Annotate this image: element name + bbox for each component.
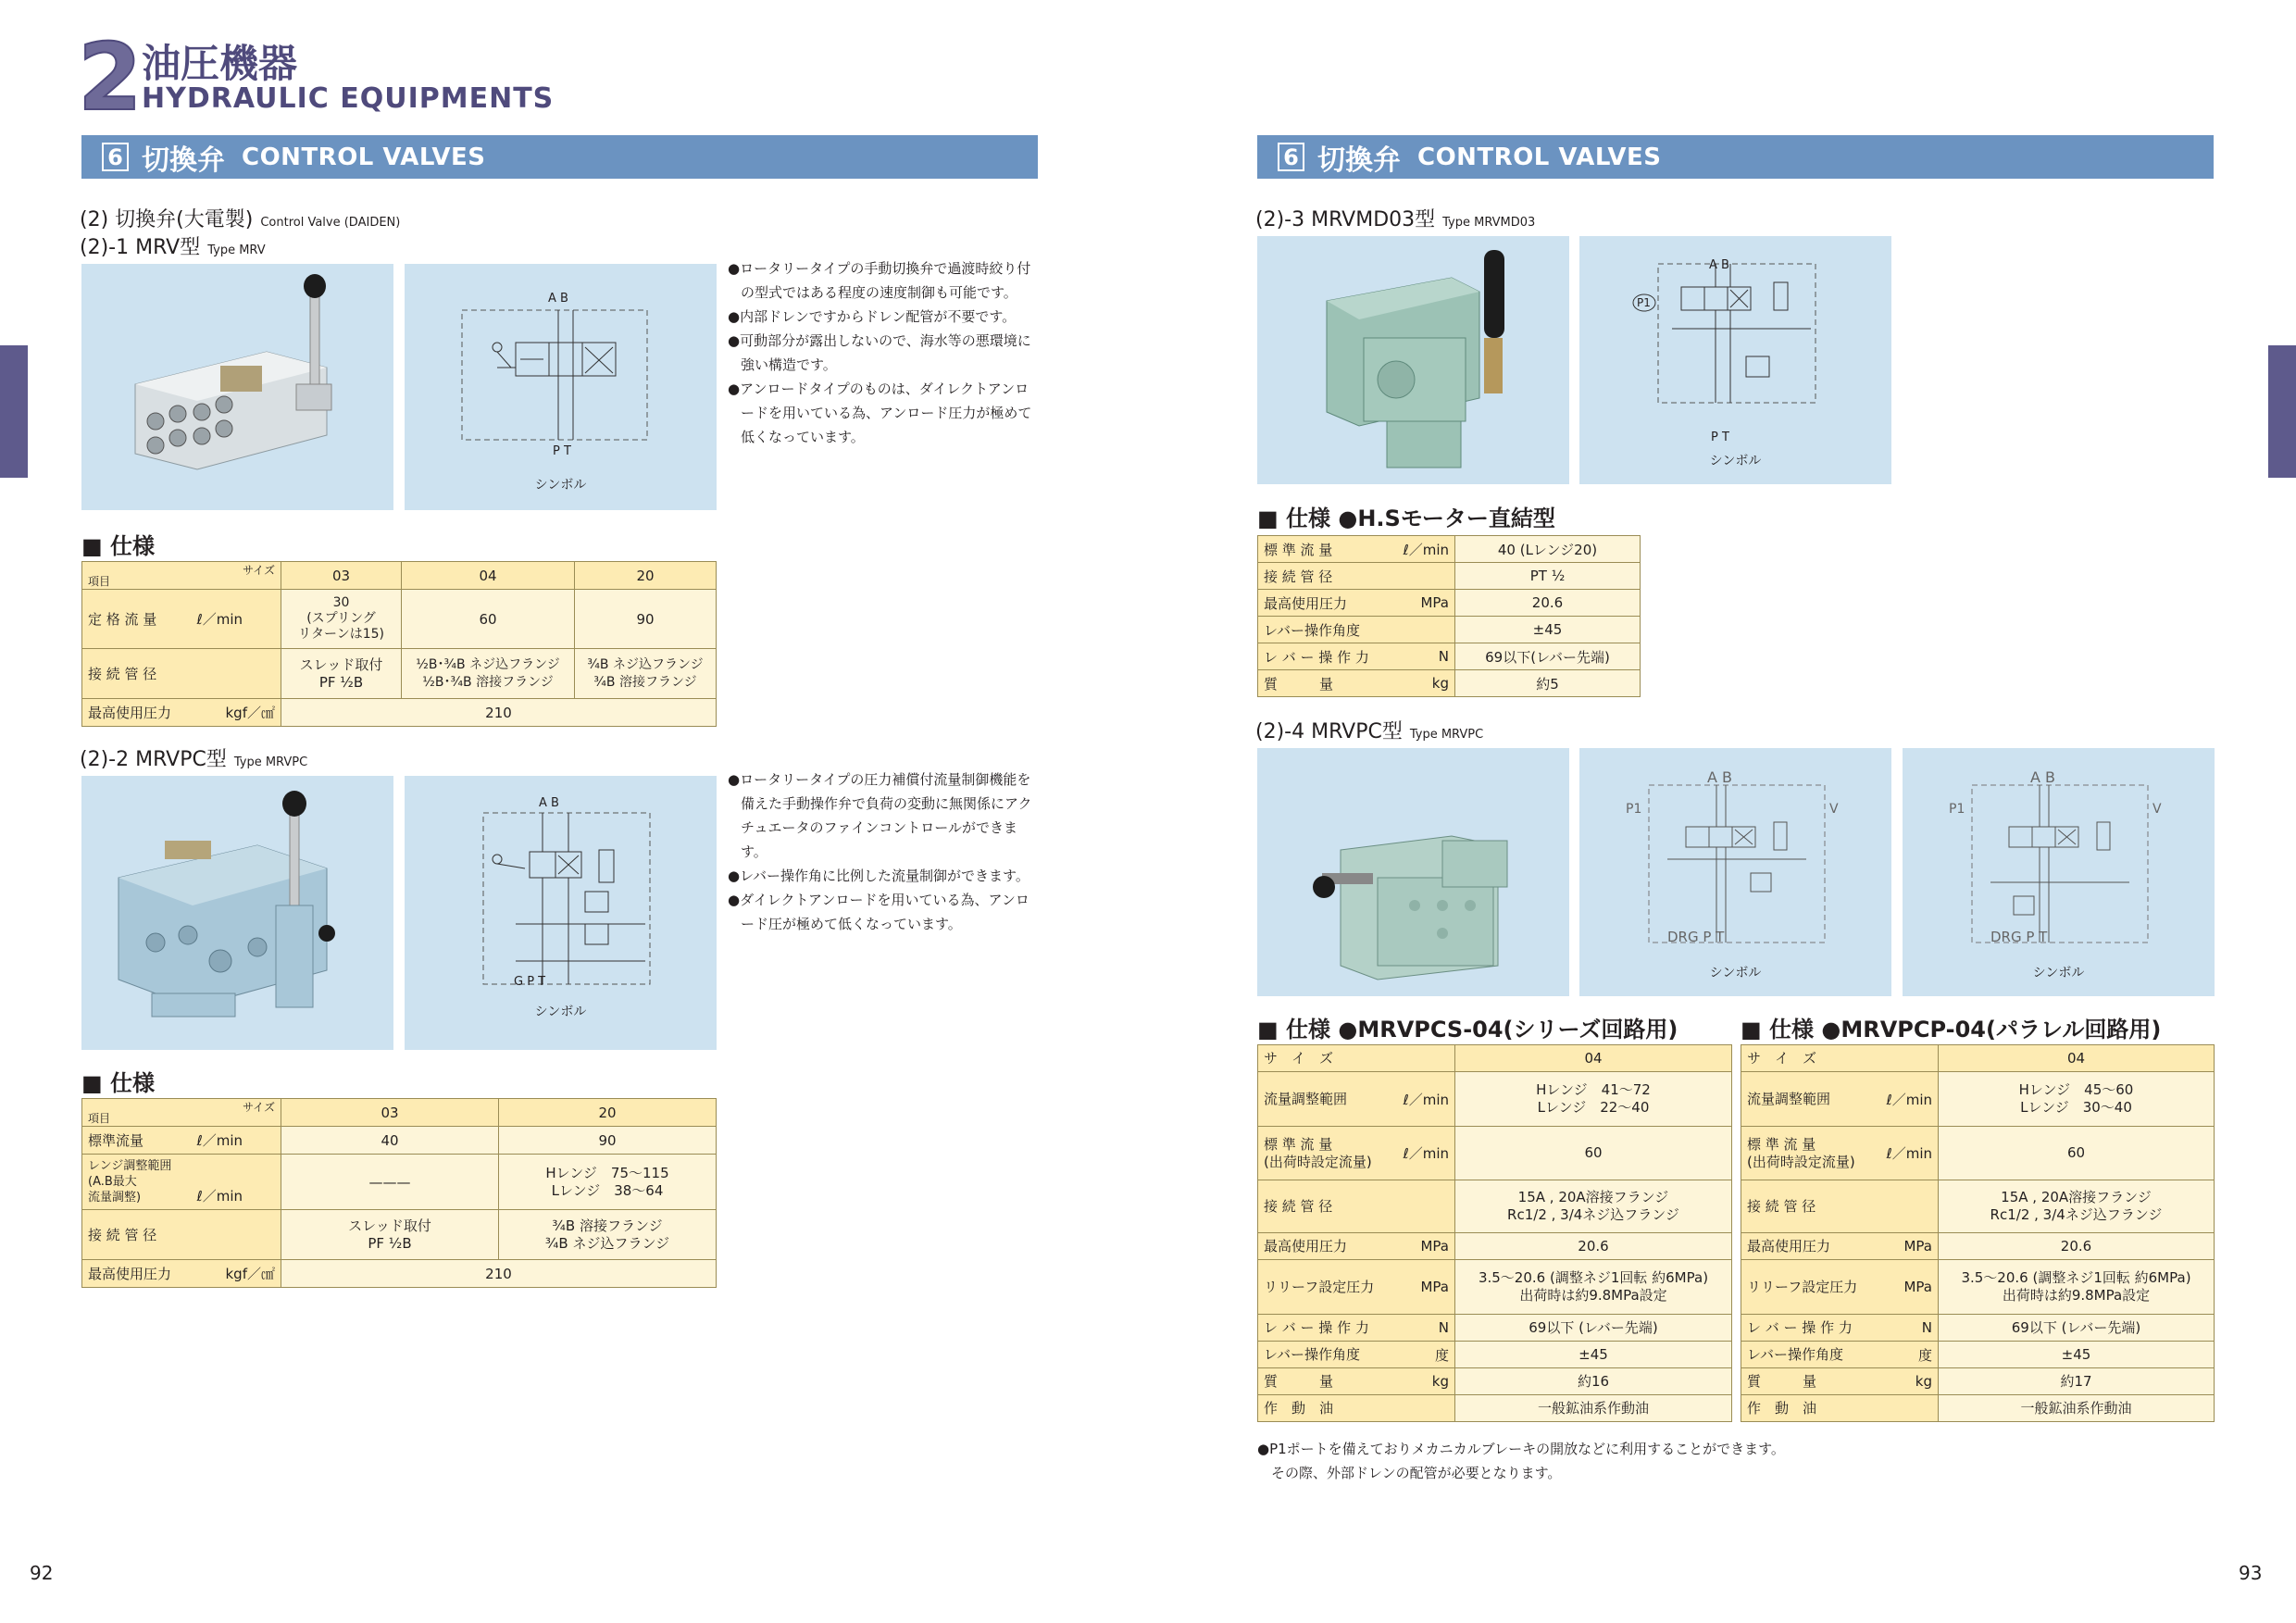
row-label: 質 量 bbox=[1747, 1372, 1817, 1390]
row-label: 流量調整範囲 bbox=[1264, 1090, 1348, 1107]
table-cell: 04 bbox=[1939, 1045, 2215, 1072]
mrv-spec-table bbox=[81, 561, 717, 727]
mrvpc-spec-table bbox=[81, 1098, 717, 1288]
row-unit: ℓ／min bbox=[196, 1188, 243, 1205]
table-cell: 60 bbox=[1939, 1127, 2215, 1180]
mrvpc-ports-bottom: G P T bbox=[514, 975, 546, 989]
mrv-title bbox=[80, 231, 266, 260]
table-row bbox=[1741, 1045, 2215, 1072]
series-spec-table bbox=[1257, 1044, 1732, 1422]
table-row-label bbox=[1741, 1260, 1939, 1315]
table-cell: 210 bbox=[281, 1260, 717, 1288]
right-side-tab bbox=[2268, 345, 2296, 478]
table-cell: 20.6 bbox=[1455, 590, 1641, 617]
chapter-title-jp: 油圧機器 bbox=[142, 41, 298, 86]
table-cell: 90 bbox=[499, 1127, 717, 1155]
table-row-label bbox=[1258, 1233, 1455, 1260]
table-cell: スレッド取付 PF ½B bbox=[281, 1210, 499, 1260]
table-row-label bbox=[1258, 1342, 1455, 1368]
table-cell: 20.6 bbox=[1455, 1233, 1732, 1260]
table-row bbox=[1258, 1260, 1732, 1315]
mrvpc-feature-item: ●ロータリータイプの圧力補償付流量制御機能を備えた手動操作弁で負荷の変動に無関係にアクチュエータのファインコントロールができます。 bbox=[728, 771, 1032, 860]
mrvmd-symbol-svg bbox=[1579, 236, 1891, 484]
table-row bbox=[1741, 1315, 2215, 1342]
mrvpc-symbol-diagram bbox=[405, 776, 717, 1050]
table-cell: 約17 bbox=[1939, 1368, 2215, 1395]
row-unit: 度 bbox=[1917, 1346, 1932, 1364]
table-row bbox=[1258, 1072, 1732, 1127]
mrvmd-photo bbox=[1257, 236, 1569, 484]
row-unit: ℓ／min bbox=[1886, 1145, 1932, 1162]
table-row-label bbox=[1741, 1233, 1939, 1260]
banner-title-jp: 切換弁 bbox=[1317, 144, 1401, 177]
left-side-tab bbox=[0, 345, 28, 478]
table-cell: ±45 bbox=[1455, 617, 1641, 643]
parallel-spec-table bbox=[1741, 1044, 2215, 1422]
row-label: 標 準 流 量 (出荷時設定流量) bbox=[1264, 1135, 1372, 1170]
table-row-label bbox=[1258, 1395, 1455, 1422]
mrvpc4-title bbox=[1255, 716, 1483, 744]
mrvpc-valve-image bbox=[81, 776, 393, 1050]
mrv-symbol-diagram bbox=[405, 264, 717, 510]
table-row-label bbox=[1258, 536, 1455, 563]
table-row bbox=[1741, 1233, 2215, 1260]
row-label: 標 準 流 量 (出荷時設定流量) bbox=[1747, 1135, 1855, 1170]
table-row-label bbox=[82, 1127, 281, 1155]
table-cell: ¾B ネジ込フランジ ¾B 溶接フランジ bbox=[575, 649, 717, 699]
table-cell: ——— bbox=[281, 1155, 499, 1210]
row-unit: MPa bbox=[1420, 1279, 1449, 1295]
mrvmd-spec-title: ■ 仕様 ●H.Sモーター直結型 bbox=[1257, 506, 1555, 531]
row-unit: ℓ／min bbox=[196, 1132, 243, 1149]
section-title bbox=[80, 204, 400, 232]
mrvmd-ports-bottom: P T bbox=[1711, 431, 1729, 444]
row-label: 最高使用圧力 bbox=[88, 1266, 172, 1282]
row-label: レンジ調整範囲 (A.B最大 流量調整) bbox=[88, 1159, 172, 1205]
row-label: 作 動 油 bbox=[1264, 1399, 1334, 1417]
row-unit: kgf／㎠ bbox=[225, 1266, 275, 1282]
table-cell: Hレンジ 45〜60 Lレンジ 30〜40 bbox=[1939, 1072, 2215, 1127]
table-row-label bbox=[1258, 670, 1455, 697]
row-label: 接 続 管 径 bbox=[1264, 1197, 1333, 1215]
table-cell: 一般鉱油系作動油 bbox=[1455, 1395, 1732, 1422]
row-unit: ℓ／min bbox=[1886, 1091, 1932, 1108]
table-row bbox=[1258, 1395, 1732, 1422]
row-unit: MPa bbox=[1903, 1279, 1932, 1295]
row-label: サ イ ズ bbox=[1264, 1049, 1334, 1067]
mrv-feature-item: ●アンロードタイプのものは、ダイレクトアンロードを用いている為、アンロード圧力が極めて低くなっています。 bbox=[728, 381, 1032, 445]
mrvpc-feature-item: ●レバー操作角に比例した流量制御ができます。 bbox=[728, 868, 1029, 884]
table-row-label: 接 続 管 径 bbox=[82, 1210, 281, 1260]
table-cell: 3.5〜20.6 (調整ネジ1回転 約6MPa) 出荷時は約9.8MPa設定 bbox=[1939, 1260, 2215, 1315]
mrvmd-port-p1: P1 bbox=[1637, 296, 1651, 309]
row-unit: kg bbox=[1431, 1373, 1449, 1390]
mrv-photo bbox=[81, 264, 393, 510]
row-label: 標 準 流 量 bbox=[1264, 541, 1333, 558]
table-cell: 60 bbox=[1455, 1127, 1732, 1180]
row-label: 最高使用圧力 bbox=[88, 705, 172, 721]
mrvmd-title-text: (2)-3 MRVMD03型 bbox=[1255, 208, 1436, 231]
row-label: リリーフ設定圧力 bbox=[1747, 1278, 1858, 1295]
table-cell: ½B･¾B ネジ込フランジ ½B･¾B 溶接フランジ bbox=[402, 649, 575, 699]
table-cell: 15A , 20A溶接フランジ Rc1/2 , 3/4ネジ込フランジ bbox=[1455, 1180, 1732, 1233]
mrvpc4-sym2-ports-top: A B bbox=[2030, 768, 2056, 786]
table-row-label bbox=[1258, 1045, 1455, 1072]
corner-item: 項目 bbox=[88, 1112, 111, 1125]
table-cell: PT ½ bbox=[1455, 563, 1641, 590]
table-row-label bbox=[1258, 1072, 1455, 1127]
mrvmd-symbol-label: シンボル bbox=[1709, 454, 1762, 468]
row-unit: 度 bbox=[1434, 1346, 1449, 1364]
mrvpc-features bbox=[728, 768, 1038, 936]
table-corner bbox=[82, 1099, 281, 1127]
mrv-ports-top: A B bbox=[548, 292, 568, 306]
mrv-feature-item: ●内部ドレンですからドレン配管が不要です。 bbox=[728, 308, 1017, 325]
table-row-label bbox=[1258, 1180, 1455, 1233]
table-header: 20 bbox=[575, 562, 717, 590]
row-label: 最高使用圧力 bbox=[1264, 594, 1348, 612]
table-header: 04 bbox=[402, 562, 575, 590]
left-section-banner bbox=[81, 135, 1038, 179]
table-cell: 90 bbox=[575, 590, 717, 649]
series-spec-title: ■ 仕様 ●MRVPCS-04(シリーズ回路用) bbox=[1257, 1017, 1678, 1042]
mrvpc4-sym2-p1: P1 bbox=[1949, 802, 1965, 817]
row-unit: N bbox=[1921, 1319, 1932, 1336]
mrvpc4-symbol-svg-1 bbox=[1579, 748, 1891, 996]
row-unit: ℓ／min bbox=[1403, 1091, 1449, 1108]
mrvpc4-photo bbox=[1257, 748, 1569, 996]
corner-size: サイズ bbox=[242, 1101, 275, 1114]
mrvpc4-symbol-label-2: シンボル bbox=[2032, 966, 2085, 980]
mrvpc4-type-en: Type MRVPC bbox=[1409, 728, 1484, 742]
table-row bbox=[1741, 1127, 2215, 1180]
row-label: 定 格 流 量 bbox=[88, 611, 157, 628]
chapter-title-en: HYDRAULIC EQUIPMENTS bbox=[142, 82, 555, 115]
table-row bbox=[1258, 1180, 1732, 1233]
mrvmd-symbol-diagram bbox=[1579, 236, 1891, 484]
table-row-label bbox=[1258, 1260, 1455, 1315]
parallel-spec-title: ■ 仕様 ●MRVPCP-04(パラレル回路用) bbox=[1741, 1017, 2162, 1042]
table-row-label bbox=[1258, 643, 1455, 670]
row-unit: N bbox=[1438, 1319, 1449, 1336]
table-row bbox=[1741, 1395, 2215, 1422]
table-row-label bbox=[1258, 1127, 1455, 1180]
table-row-label bbox=[82, 1260, 281, 1288]
table-row bbox=[1258, 1233, 1732, 1260]
row-unit: N bbox=[1438, 648, 1449, 665]
table-cell: 40 (Lレンジ20) bbox=[1455, 536, 1641, 563]
row-label: 質 量 bbox=[1264, 1372, 1334, 1390]
mrvpc4-symbol-svg-2 bbox=[1903, 748, 2215, 996]
section-title-en: Control Valve (DAIDEN) bbox=[260, 216, 401, 230]
table-row bbox=[1258, 1127, 1732, 1180]
table-row bbox=[1741, 1342, 2215, 1368]
table-row bbox=[1741, 1072, 2215, 1127]
table-row-label bbox=[1741, 1315, 1939, 1342]
section-title-jp: (2) 切換弁(大電製) bbox=[80, 208, 254, 231]
table-row-label bbox=[82, 1155, 281, 1210]
table-cell: スレッド取付 PF ½B bbox=[281, 649, 402, 699]
row-label: リリーフ設定圧力 bbox=[1264, 1278, 1375, 1295]
table-cell: ±45 bbox=[1455, 1342, 1732, 1368]
mrvmd-title bbox=[1255, 204, 1535, 232]
row-label: 標準流量 bbox=[88, 1132, 144, 1149]
row-label: レバー操作角度 bbox=[1264, 1345, 1360, 1363]
table-cell: Hレンジ 75〜115 Lレンジ 38〜64 bbox=[499, 1155, 717, 1210]
mrvpc-feature-item: ●ダイレクトアンロードを用いている為、アンロード圧が極めて低くなっています。 bbox=[728, 892, 1029, 932]
table-row-label bbox=[1741, 1342, 1939, 1368]
table-cell: 20.6 bbox=[1939, 1233, 2215, 1260]
table-row bbox=[1258, 1368, 1732, 1395]
table-cell: ¾B 溶接フランジ ¾B ネジ込フランジ bbox=[499, 1210, 717, 1260]
mrvmd-valve-image bbox=[1257, 236, 1569, 484]
row-unit: MPa bbox=[1420, 1238, 1449, 1255]
chapter-number: 2 bbox=[78, 23, 143, 131]
table-cell: Hレンジ 41〜72 Lレンジ 22〜40 bbox=[1455, 1072, 1732, 1127]
mrvpc4-symbol-diagram-1 bbox=[1579, 748, 1891, 996]
table-row bbox=[1741, 1260, 2215, 1315]
table-cell: 69以下 (レバー先端) bbox=[1455, 1315, 1732, 1342]
mrvpc-photo bbox=[81, 776, 393, 1050]
table-header: 03 bbox=[281, 562, 402, 590]
row-label: 作 動 油 bbox=[1747, 1399, 1817, 1417]
table-row bbox=[1741, 1180, 2215, 1233]
table-header: 20 bbox=[499, 1099, 717, 1127]
corner-size: サイズ bbox=[242, 564, 275, 577]
table-row-label bbox=[1741, 1368, 1939, 1395]
mrvpc4-sym1-v: V bbox=[1829, 802, 1839, 817]
mrvpc4-symbol-label-1: シンボル bbox=[1709, 966, 1762, 980]
table-row-label bbox=[1258, 1368, 1455, 1395]
table-cell: 15A , 20A溶接フランジ Rc1/2 , 3/4ネジ込フランジ bbox=[1939, 1180, 2215, 1233]
mrv-valve-image bbox=[81, 264, 393, 510]
table-cell: 69以下 (レバー先端) bbox=[1939, 1315, 2215, 1342]
banner-title-en: CONTROL VALVES bbox=[1417, 143, 1662, 171]
table-row-label bbox=[82, 699, 281, 727]
mrvmd-type-en: Type MRVMD03 bbox=[1442, 216, 1536, 230]
mrv-spec-title: ■ 仕様 bbox=[81, 533, 156, 559]
table-row bbox=[1741, 1368, 2215, 1395]
row-label: レバー操作角度 bbox=[1747, 1345, 1843, 1363]
table-row-label bbox=[1741, 1395, 1939, 1422]
row-unit: ℓ／min bbox=[1403, 1145, 1449, 1162]
table-row-label: レバー操作角度 bbox=[1258, 617, 1455, 643]
mrvpc-type-en: Type MRVPC bbox=[233, 755, 308, 769]
table-row-label bbox=[1258, 1315, 1455, 1342]
mrvpc-ports-top: A B bbox=[539, 796, 559, 810]
row-unit: MPa bbox=[1903, 1238, 1932, 1255]
mrvpc4-symbol-diagram-2 bbox=[1903, 748, 2215, 996]
mrvmd-spec-table bbox=[1257, 535, 1641, 697]
footnote: ●P1ポートを備えておりメカニカルブレーキの開放などに利用することができます。 その際、外部ドレンの配管が必要となります。 bbox=[1257, 1441, 1785, 1481]
mrvpc4-sym1-p1: P1 bbox=[1626, 802, 1642, 817]
mrv-symbol-label: シンボル bbox=[534, 478, 587, 493]
mrv-ports-bottom: P T bbox=[553, 444, 571, 458]
mrvpc-title-text: (2)-2 MRVPC型 bbox=[80, 748, 227, 771]
table-row-label bbox=[82, 590, 281, 649]
row-label: 最高使用圧力 bbox=[1264, 1237, 1348, 1255]
table-corner bbox=[82, 562, 281, 590]
mrvpc4-sym2-v: V bbox=[2152, 802, 2162, 817]
table-cell: 04 bbox=[1455, 1045, 1732, 1072]
table-row bbox=[1258, 1342, 1732, 1368]
mrvpc4-title-text: (2)-4 MRVPC型 bbox=[1255, 720, 1403, 743]
mrv-title-text: (2)-1 MRV型 bbox=[80, 236, 201, 259]
mrvpc4-sym2-bottom: DRG P T bbox=[1990, 929, 2048, 945]
mrvmd-ports-top: A B bbox=[1709, 258, 1729, 272]
table-cell: 一般鉱油系作動油 bbox=[1939, 1395, 2215, 1422]
table-cell: ±45 bbox=[1939, 1342, 2215, 1368]
mrv-features bbox=[728, 256, 1038, 449]
mrvpc-spec-title: ■ 仕様 bbox=[81, 1070, 156, 1096]
mrvpc4-sym1-bottom: DRG P T bbox=[1667, 929, 1725, 945]
row-label: レ バ ー 操 作 力 bbox=[1264, 648, 1369, 666]
table-cell: 3.5〜20.6 (調整ネジ1回転 約6MPa) 出荷時は約9.8MPa設定 bbox=[1455, 1260, 1732, 1315]
banner-number: 6 bbox=[102, 143, 129, 171]
mrvpc4-sym1-ports-top: A B bbox=[1707, 768, 1733, 786]
mrv-feature-item: ●ロータリータイプの手動切換弁で過渡時絞り付の型式ではある程度の速度制御も可能です。 bbox=[728, 260, 1031, 301]
right-section-banner bbox=[1257, 135, 2214, 179]
row-unit: kg bbox=[1431, 675, 1449, 692]
table-row-label bbox=[1258, 590, 1455, 617]
mrvpc-symbol-label: シンボル bbox=[534, 1005, 587, 1019]
table-cell: 40 bbox=[281, 1127, 499, 1155]
table-row-label bbox=[1741, 1045, 1939, 1072]
mrv-type-en: Type MRV bbox=[207, 243, 266, 257]
page-number-right: 93 bbox=[2239, 1562, 2263, 1584]
table-row-label: 接 続 管 径 bbox=[1258, 563, 1455, 590]
mrvpc-title bbox=[80, 743, 307, 772]
table-row-label bbox=[1741, 1180, 1939, 1233]
row-unit: kg bbox=[1915, 1373, 1932, 1390]
banner-title-en: CONTROL VALVES bbox=[242, 143, 486, 171]
row-label: サ イ ズ bbox=[1747, 1049, 1817, 1067]
mrvpc4-valve-image bbox=[1257, 748, 1569, 996]
table-row-label bbox=[1741, 1072, 1939, 1127]
table-row-label: 接 続 管 径 bbox=[82, 649, 281, 699]
table-cell: 210 bbox=[281, 699, 717, 727]
row-label: 接 続 管 径 bbox=[1747, 1197, 1816, 1215]
row-label: 流量調整範囲 bbox=[1747, 1090, 1831, 1107]
row-label: レ バ ー 操 作 力 bbox=[1747, 1318, 1853, 1336]
table-cell: 約16 bbox=[1455, 1368, 1732, 1395]
row-label: 質 量 bbox=[1264, 675, 1334, 693]
row-unit: ℓ／min bbox=[196, 611, 243, 628]
table-cell: 約5 bbox=[1455, 670, 1641, 697]
table-header: 03 bbox=[281, 1099, 499, 1127]
table-cell: 60 bbox=[402, 590, 575, 649]
mrv-feature-item: ●可動部分が露出しないので、海水等の悪環境に強い構造です。 bbox=[728, 332, 1031, 373]
row-unit: kgf／㎠ bbox=[225, 705, 275, 721]
page-number-left: 92 bbox=[30, 1562, 54, 1584]
table-row bbox=[1258, 1315, 1732, 1342]
table-row bbox=[1258, 1045, 1732, 1072]
table-cell: 69以下(レバー先端) bbox=[1455, 643, 1641, 670]
banner-title-jp: 切換弁 bbox=[142, 144, 225, 177]
row-label: レ バ ー 操 作 力 bbox=[1264, 1318, 1369, 1336]
corner-item: 項目 bbox=[88, 575, 111, 588]
row-unit: MPa bbox=[1420, 594, 1449, 611]
table-cell: 30 (スプリング リターンは15) bbox=[281, 590, 402, 649]
row-unit: ℓ／min bbox=[1403, 541, 1449, 558]
banner-number: 6 bbox=[1278, 143, 1304, 171]
row-label: 最高使用圧力 bbox=[1747, 1237, 1831, 1255]
table-row-label bbox=[1741, 1127, 1939, 1180]
